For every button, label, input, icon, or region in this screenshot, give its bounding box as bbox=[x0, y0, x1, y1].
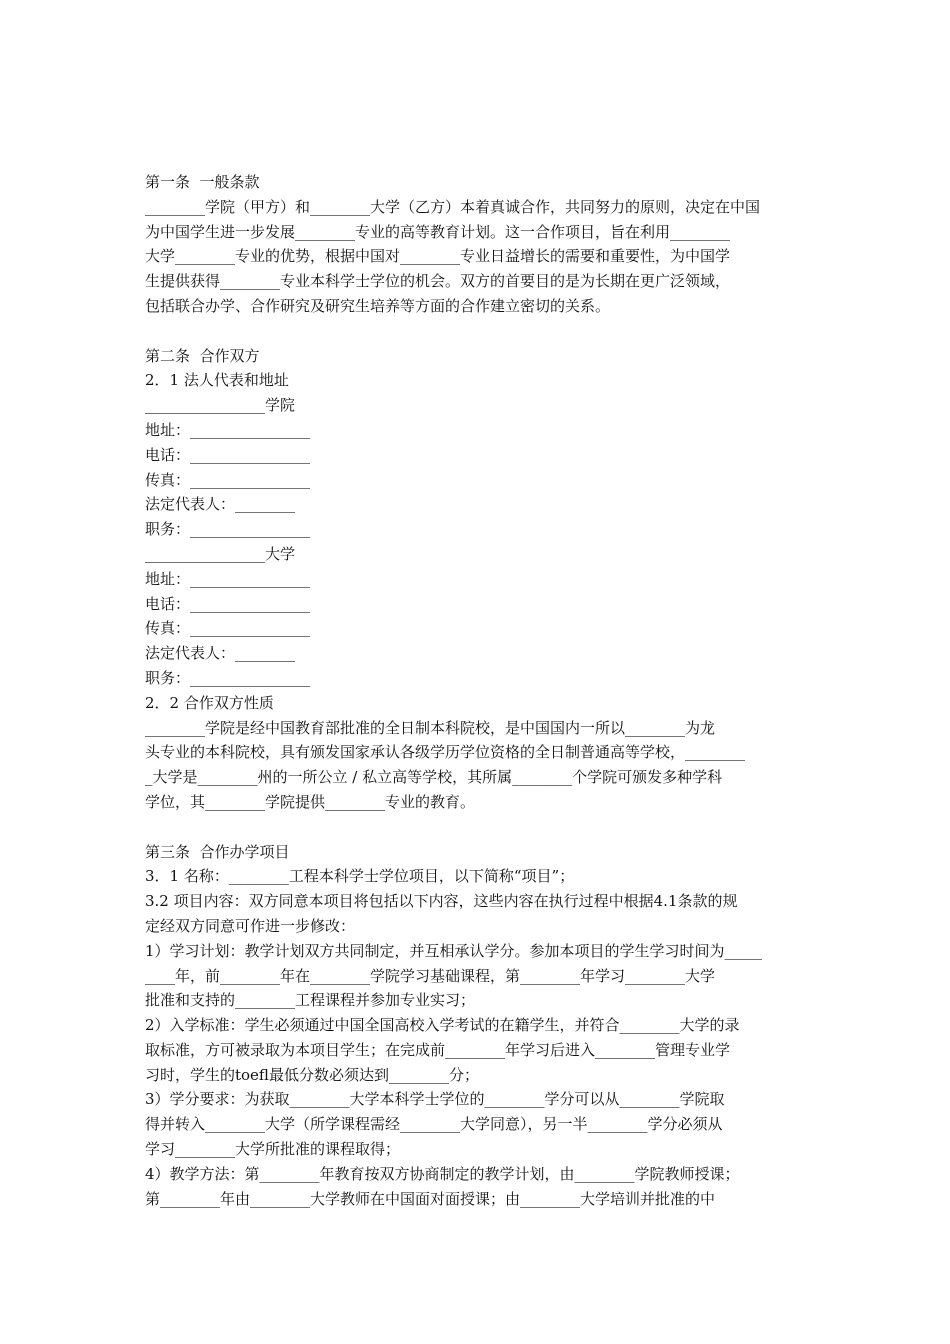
text-line: 职务：________________ bbox=[145, 668, 311, 687]
text-line: 1）学习计划：教学计划双方共同制定，并互相承认学分。参加本项目的学生学习时间为_____ bbox=[145, 941, 763, 960]
text-line: ________________大学 bbox=[145, 544, 296, 563]
text-line: 4）教学方法：第________年教育按双方协商制定的教学计划，由________学院教师授课； bbox=[145, 1164, 740, 1183]
text-line: ________________学院 bbox=[145, 396, 296, 415]
text-line: 3）学分要求：为获取________大学本科学士学位的________学分可以从________学院取 bbox=[145, 1090, 725, 1109]
text-line: _大学是________州的一所公立 / 私立高等学校，其所属________个学院可颁发多种学科 bbox=[145, 768, 723, 787]
text-line: 3.2 项目内容：双方同意本项目将包括以下内容，这些内容在执行过程中根据4.1条款的规 bbox=[145, 892, 738, 911]
text-line: 为中国学生进一步发展________专业的高等教育计划。这一合作项目，旨在利用________ bbox=[145, 222, 731, 241]
text-line: 定经双方同意可作进一步修改： bbox=[145, 916, 356, 935]
text-line: 2．2 合作双方性质 bbox=[145, 693, 274, 712]
text-line: 第二条 合作双方 bbox=[145, 346, 260, 365]
text-line: ____年，前________年在________学院学习基础课程，第________年学习________大学 bbox=[145, 966, 716, 985]
text-line: 批准和支持的________工程课程并参加专业实习； bbox=[145, 991, 476, 1010]
blank-line bbox=[145, 319, 810, 344]
text-line: 传真：________________ bbox=[145, 470, 311, 489]
text-line: 取标准，方可被录取为本项目学生；在完成前________年学习后进入________管理专业学 bbox=[145, 1040, 731, 1059]
text-line: 第一条 一般条款 bbox=[145, 173, 260, 191]
text-line: 生提供获得________专业本科学士学位的机会。双方的首要目的是为长期在更广泛领域， bbox=[145, 272, 731, 291]
text-line: 地址：________________ bbox=[145, 569, 311, 588]
text-line: 学位，其________学院提供________专业的教育。 bbox=[145, 792, 476, 811]
text-line: 学习________大学所批准的课程取得； bbox=[145, 1140, 401, 1159]
text-line: 电话：________________ bbox=[145, 445, 311, 464]
text-line: 包括联合办学、合作研究及研究生培养等方面的合作建立密切的关系。 bbox=[145, 296, 611, 315]
text-line: 传真：________________ bbox=[145, 619, 311, 638]
text-line: 职务：________________ bbox=[145, 520, 311, 539]
document-body bbox=[145, 170, 810, 1211]
text-line: 第________年由________大学教师在中国面对面授课；由________大学培训并批准的中 bbox=[145, 1189, 716, 1208]
text-line: 习时，学生的toefl最低分数必须达到________分； bbox=[145, 1065, 479, 1084]
text-line: 电话：________________ bbox=[145, 594, 311, 613]
text-line: 2．1 法人代表和地址 bbox=[145, 371, 289, 390]
text-line: 法定代表人：________ bbox=[145, 495, 296, 514]
blank-line bbox=[145, 815, 810, 840]
text-line: 地址：________________ bbox=[145, 420, 311, 439]
text-line: 3．1 名称：________工程本科学士学位项目，以下简称“项目”； bbox=[145, 867, 575, 886]
text-line: 大学________专业的优势，根据中国对________专业日益增长的需要和重要性，为中国学 bbox=[145, 247, 731, 266]
text-line: 头专业的本科院校，具有颁发国家承认各级学历学位资格的全日制普通高等学校，________ bbox=[145, 743, 746, 762]
text-line: 第三条 合作办学项目 bbox=[145, 842, 290, 861]
text-line: 得并转入________大学（所学课程需经________大学同意），另一半________学分必须从 bbox=[145, 1115, 723, 1134]
text-line: 法定代表人：________ bbox=[145, 644, 296, 663]
text-line: 2）入学标准：学生必须通过中国全国高校入学考试的在籍学生，并符合________大学的录 bbox=[145, 1016, 740, 1035]
text-line: ________学院（甲方）和________大学（乙方）本着真诚合作，共同努力的原则，决定在中国 bbox=[145, 197, 761, 216]
text-line: ________学院是经中国教育部批准的全日制本科院校，是中国国内一所以________为龙 bbox=[145, 718, 716, 737]
